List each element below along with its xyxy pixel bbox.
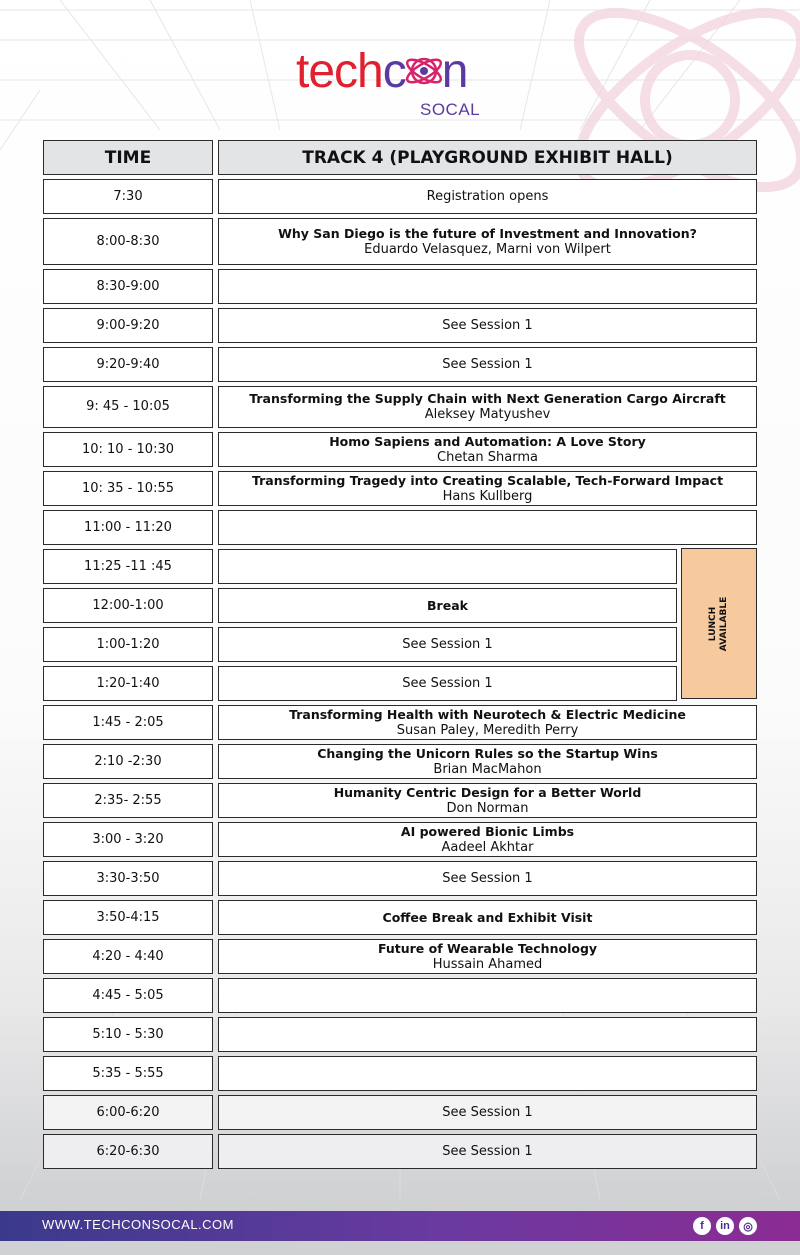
session-cell: [218, 432, 757, 467]
time-cell: 2:10 -2:30: [43, 744, 213, 779]
time-cell: 11:25 -11 :45: [43, 549, 213, 584]
time-cell: 4:45 - 5:05: [43, 978, 213, 1013]
session-speakers: Brian MacMahon: [433, 761, 542, 777]
logo-wordmark: [296, 44, 467, 100]
time-cell: 10: 10 - 10:30: [43, 432, 213, 467]
session-speakers: Aadeel Akhtar: [441, 839, 534, 855]
session-title: Coffee Break and Exhibit Visit: [382, 909, 593, 925]
session-cell: [218, 627, 677, 662]
time-cell: 8:00-8:30: [43, 218, 213, 265]
linkedin-icon[interactable]: in: [716, 1217, 734, 1235]
session-cell: [218, 1017, 757, 1052]
website-link[interactable]: WWW.TECHCONSOCAL.COM: [42, 1217, 234, 1232]
facebook-icon[interactable]: f: [693, 1217, 711, 1235]
logo-tech: tech: [296, 45, 383, 98]
time-cell: 11:00 - 11:20: [43, 510, 213, 545]
session-title: Transforming Tragedy into Creating Scalable, Tech-Forward Impact: [251, 472, 724, 488]
session-speakers: Hussain Ahamed: [432, 956, 543, 972]
session-speakers: Don Norman: [446, 800, 529, 816]
time-cell: 5:10 - 5:30: [43, 1017, 213, 1052]
session-note: See Session 1: [402, 636, 493, 652]
session-note: See Session 1: [442, 1143, 533, 1159]
session-cell: [218, 978, 757, 1013]
session-cell: [218, 179, 757, 214]
session-title: Humanity Centric Design for a Better World: [333, 784, 642, 800]
session-note: See Session 1: [402, 675, 493, 691]
session-speakers: Susan Paley, Meredith Perry: [396, 722, 579, 738]
time-cell: 12:00-1:00: [43, 588, 213, 623]
session-cell: [218, 269, 757, 304]
session-cell: [218, 308, 757, 343]
session-cell: [218, 347, 757, 382]
atom-logo-icon: [404, 51, 444, 91]
time-cell: 1:20-1:40: [43, 666, 213, 701]
session-title: Transforming the Supply Chain with Next Generation Cargo Aircraft: [249, 391, 726, 406]
time-cell: 10: 35 - 10:55: [43, 471, 213, 506]
session-cell: [218, 939, 757, 974]
session-cell: [218, 1095, 757, 1130]
session-note: Registration opens: [426, 188, 549, 204]
time-cell: 3:00 - 3:20: [43, 822, 213, 857]
session-cell: [218, 218, 757, 265]
session-cell: [218, 666, 677, 701]
time-cell: 6:20-6:30: [43, 1134, 213, 1169]
session-cell: [218, 1056, 757, 1091]
session-cell: [218, 510, 757, 545]
logo-n: n: [441, 45, 468, 98]
session-note: See Session 1: [442, 1104, 533, 1120]
time-cell: 6:00-6:20: [43, 1095, 213, 1130]
lunch-available-block: [681, 548, 757, 699]
session-note: See Session 1: [442, 317, 533, 333]
session-title: Future of Wearable Technology: [377, 940, 598, 956]
session-cell: [218, 705, 757, 740]
session-title: AI powered Bionic Limbs: [400, 823, 575, 839]
techcon-logo: [290, 44, 520, 124]
session-speakers: Chetan Sharma: [437, 449, 538, 465]
logo-c: c: [382, 45, 406, 98]
header-time: TIME: [43, 140, 213, 175]
time-cell: 3:50-4:15: [43, 900, 213, 935]
session-cell: [218, 588, 677, 623]
time-cell: 7:30: [43, 179, 213, 214]
logo-subtitle: SOCAL: [420, 100, 481, 119]
session-title: Why San Diego is the future of Investment and Innovation?: [278, 225, 697, 241]
session-cell: [218, 900, 757, 935]
footer-bar: [0, 1211, 800, 1241]
time-cell: 1:00-1:20: [43, 627, 213, 662]
time-cell: 1:45 - 2:05: [43, 705, 213, 740]
time-cell: 5:35 - 5:55: [43, 1056, 213, 1091]
time-cell: 9:00-9:20: [43, 308, 213, 343]
instagram-icon[interactable]: ◎: [739, 1217, 757, 1235]
session-title: Break: [427, 597, 468, 613]
session-cell: [218, 386, 757, 428]
session-title: Homo Sapiens and Automation: A Love Story: [329, 433, 646, 449]
session-title: Transforming Health with Neurotech & Electric Medicine: [289, 706, 686, 722]
session-cell: [218, 744, 757, 779]
time-cell: 8:30-9:00: [43, 269, 213, 304]
time-cell: 3:30-3:50: [43, 861, 213, 896]
session-cell: [218, 1134, 757, 1169]
time-cell: 9: 45 - 10:05: [43, 386, 213, 428]
session-cell: [218, 471, 757, 506]
session-cell: [218, 861, 757, 896]
time-cell: 2:35- 2:55: [43, 783, 213, 818]
header-track: TRACK 4 (PLAYGROUND EXHIBIT HALL): [218, 140, 757, 175]
session-cell: [218, 822, 757, 857]
session-title: Changing the Unicorn Rules so the Startup Wins: [317, 745, 658, 761]
session-note: See Session 1: [442, 356, 533, 372]
session-speakers: Hans Kullberg: [442, 488, 533, 504]
session-speakers: Eduardo Velasquez, Marni von Wilpert: [364, 241, 611, 257]
lunch-label: LUNCH AVAILABLE: [708, 596, 729, 651]
session-speakers: Aleksey Matyushev: [424, 407, 551, 422]
time-cell: 9:20-9:40: [43, 347, 213, 382]
session-note: See Session 1: [442, 870, 533, 886]
time-cell: 4:20 - 4:40: [43, 939, 213, 974]
session-cell: [218, 549, 677, 584]
session-cell: [218, 783, 757, 818]
